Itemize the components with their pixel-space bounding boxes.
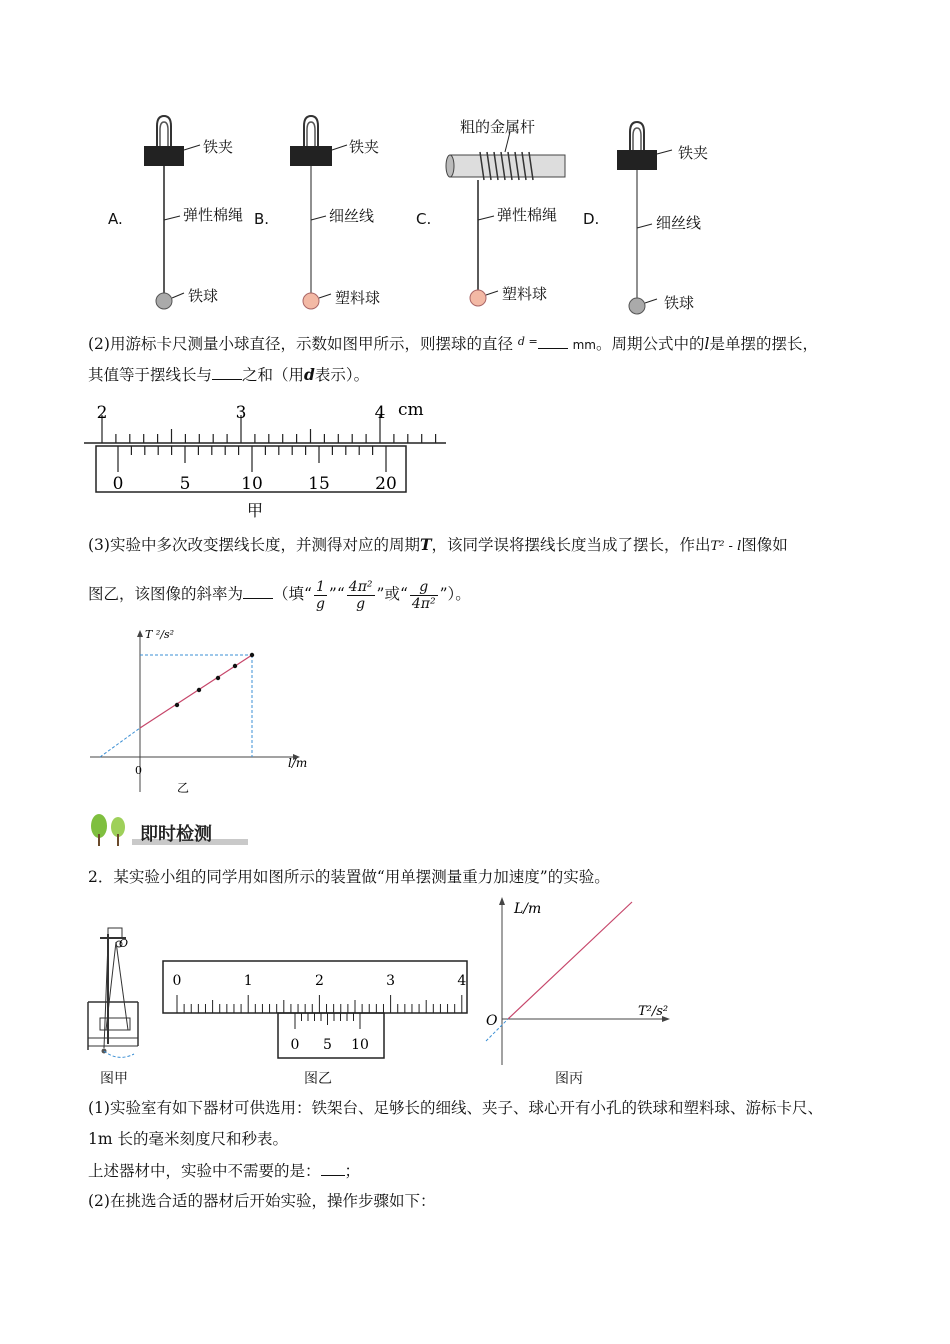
section-banner: [88, 812, 248, 848]
caliper-jia-caption: 甲: [246, 501, 264, 520]
graph-yi-xlabel: l/m: [288, 756, 308, 770]
q2-line2: 其值等于摆线长与 之和（用d表示）。: [88, 365, 370, 384]
caliper-jia-vernier-scale: [113, 446, 397, 494]
option-c-letter: C.: [416, 210, 432, 228]
vernier-scale-label: 5: [323, 1037, 332, 1053]
option-b-mid-label: 细丝线: [329, 207, 375, 225]
main-scale-label: 0: [172, 973, 182, 989]
graph-bing-xlabel: T²/s²: [638, 1004, 669, 1019]
svg-text:O: O: [119, 937, 129, 950]
option-d-letter: D.: [583, 210, 600, 228]
option-d-mid-label: 细丝线: [656, 214, 702, 232]
answer-blank-unneeded[interactable]: [321, 1161, 345, 1176]
caliper-jia-unit: cm: [398, 400, 424, 420]
fraction-4pi2-over-g: $\frac{\text{4π²}}{g}$: [348, 578, 373, 612]
answer-blank-diameter[interactable]: [538, 334, 568, 349]
main-scale-label: 2: [96, 403, 108, 423]
fig-bing-caption: 图丙: [555, 1071, 583, 1087]
p2-q2-line: (2)在挑选合适的器材后开始实验，操作步骤如下：: [88, 1192, 436, 1210]
vernier-scale-label: 0: [290, 1037, 300, 1053]
q2-line1: (2)用游标卡尺测量小球直径，示数如图甲所示，则摆球的直径 $^{d =}$ mm。周期公式中的l是单摆的摆长，: [88, 335, 818, 353]
p2-q1-line3: 上述器材中，实验中不需要的是： ；: [88, 1162, 361, 1180]
graph-yi-origin: 0: [135, 764, 142, 777]
graph-yi-caption: 乙: [177, 781, 190, 795]
caliper-jia-main-scale: [84, 403, 446, 443]
vernier-scale-label: 0: [112, 474, 124, 494]
option-b-top-label: 铁夹: [349, 138, 380, 156]
q3-line1: (3)实验中多次改变摆线长度，并测得对应的周期T，该同学误将摆线长度当成了摆长，作出T² - l图像如: [88, 535, 788, 554]
main-scale-label: 2: [314, 973, 324, 989]
vernier-scale-label: 10: [241, 474, 263, 494]
option-c-top-label: 粗的金属杆: [460, 118, 536, 136]
option-d-bottom-label: 铁球: [664, 294, 695, 312]
option-a-top-label: 铁夹: [203, 138, 234, 156]
vernier-scale-label: 5: [179, 474, 191, 494]
main-scale-label: 1: [243, 973, 253, 989]
p2-intro: 2．某实验小组的同学用如图所示的装置做“用单摆测量重力加速度”的实验。: [88, 868, 610, 886]
caliper-jia: [80, 396, 460, 526]
graph-bing: [478, 893, 678, 1073]
option-d-top-label: 铁夹: [678, 144, 709, 162]
option-a-mid-label: 弹性棉绳: [183, 206, 244, 224]
caliper-yi-main-scale: [173, 973, 467, 1013]
main-scale-label: 4: [457, 973, 467, 989]
option-b-letter: B.: [254, 210, 270, 228]
q3-line2: 图乙，该图像的斜率为 （填“ $\frac{1}{g}$ ”“ $\frac{\text{4π²}}{g}$ ”或“ $\frac{g}{\text{4π²}}$ ”）。: [88, 578, 471, 612]
main-scale-label: 3: [386, 973, 396, 989]
fig-jia-caption: 图甲: [100, 1071, 128, 1087]
graph-bing-ylabel: L/m: [514, 901, 542, 917]
option-a-letter: A.: [108, 210, 123, 228]
main-scale-label: 4: [374, 403, 386, 423]
fraction-1-over-g: $\frac{1}{g}$: [315, 578, 325, 612]
graph-yi: [88, 622, 328, 797]
option-c-mid-label: 弹性棉绳: [497, 206, 558, 224]
caliper-yi: [160, 958, 470, 1062]
section-title: 即时检测: [140, 824, 212, 845]
d-symbol: d =: [517, 335, 538, 348]
p2-q1-line1: (1)实验室有如下器材可供选用：铁架台、足够长的细线、夹子、球心开有小孔的铁球和塑料球、游标卡尺、: [88, 1099, 823, 1117]
option-c-bottom-label: 塑料球: [502, 285, 548, 303]
fraction-g-over-4pi2: $\frac{g}{\text{4π²}}$: [411, 578, 436, 612]
graph-yi-ylabel: T ²/s²: [145, 628, 175, 641]
t2-l-label: T² - l: [710, 539, 742, 554]
main-scale-label: 3: [235, 403, 247, 423]
option-b-bottom-label: 塑料球: [335, 289, 381, 307]
graph-bing-origin: O: [486, 1013, 498, 1029]
answer-blank-slope[interactable]: [243, 584, 273, 599]
vernier-scale-label: 20: [375, 474, 397, 494]
p2-q1-line2: 1m 长的毫米刻度尺和秒表。: [88, 1130, 288, 1148]
fig-yi-caption: 图乙: [304, 1071, 332, 1087]
option-a-bottom-label: 铁球: [188, 287, 219, 305]
fig-jia-apparatus: [86, 920, 146, 1065]
answer-blank-length[interactable]: [212, 365, 242, 380]
caliper-yi-vernier-scale: [291, 1013, 369, 1053]
vernier-scale-label: 15: [308, 474, 330, 494]
vernier-scale-label: 10: [351, 1037, 369, 1053]
